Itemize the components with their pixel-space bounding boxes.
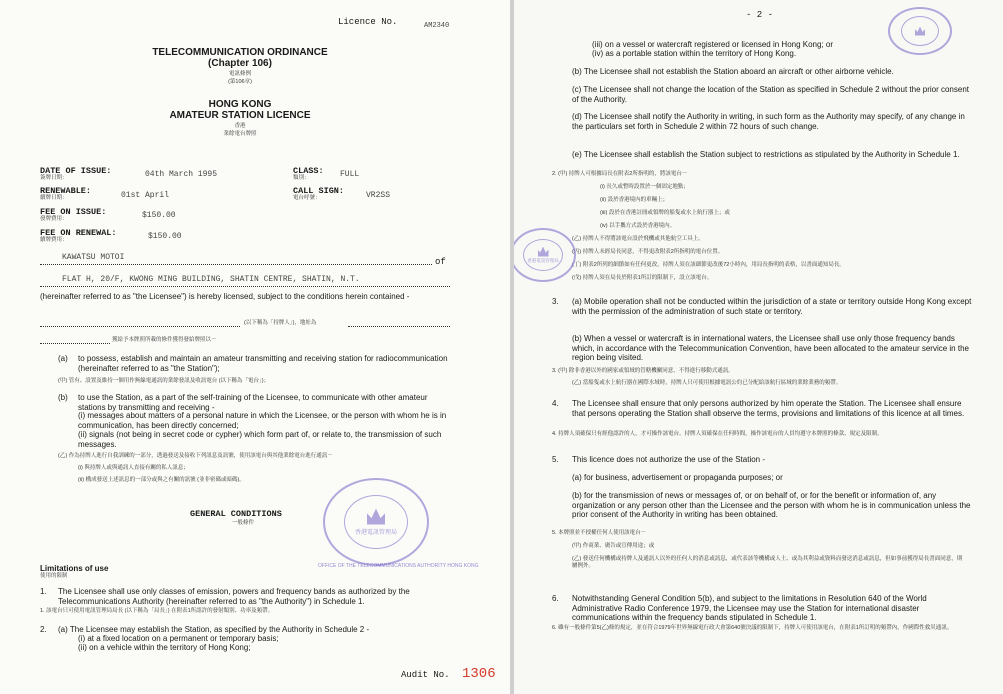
limitations-heading: Limitations of use: [40, 564, 109, 573]
crown-emblem-icon: [367, 509, 385, 525]
zh-line-1: [40, 326, 240, 327]
title-hong-kong-zh: 香港: [234, 123, 246, 129]
date-of-issue-label-zh: 簽牌日期：: [40, 175, 68, 181]
zh-line-3: [40, 343, 110, 344]
cond-2-zh-i: (i) 長久或暫時設置於一個固定地點；: [600, 184, 689, 190]
cond-2b: (b) The Licensee shall not establish the Station aboard an aircraft or other airborne vehicle.: [572, 67, 894, 76]
of-label: of: [435, 257, 446, 267]
stamp-text-zh: 香港電訊管理局: [354, 529, 397, 536]
condition-1-text: The Licensee shall use only classes of emission, powers and frequency bands as authorized by the Telecommunications Authority (hereinafter referred to as "the Authority") in Schedule 1.: [58, 587, 410, 606]
cond-2-zh-d: (丁) 附表2所列的細節如有任何更改，持牌人須在該細節更改後72小時內，用局長指明的表格，以書面通知局長。: [572, 262, 845, 268]
licensee-address: FLAT H, 20/F, KWONG MING BUILDING, SHATIN CENTRE, SHATIN, N.T.: [62, 275, 360, 284]
cond-b-zh-ii: (ii) 構成發送上述訊息的一部分或與之有關的訊號 (並非密碼或暗碼)。: [78, 477, 245, 483]
condition-5-text: This licence does not authorize the use of the Station -: [572, 455, 766, 464]
audit-no-value: 1306: [462, 666, 496, 682]
fee-on-issue-label-zh: 發牌費用：: [40, 216, 68, 222]
call-sign-label-zh: 電台呼號：: [293, 195, 321, 201]
cond-2-zh-heading: 2. (甲) 持牌人可根據局長在附表2所指明的，將該電台－: [552, 171, 688, 177]
condition-4-zh: 4. 持牌人須確保只有經他認許的人，才可操作該電台。持牌人須確保在任何時間，操作該電台的人員均遵守本牌照的條款、規定及限制。: [552, 431, 883, 437]
address-line: [40, 286, 450, 287]
title-licence-zh: 業餘電台牌照: [223, 131, 257, 137]
licence-no-value: AM2340: [424, 22, 450, 30]
cond-2-zh-c: (丙) 持牌人未經局長同意，不得更改附表2所指明的電台位置。: [572, 249, 724, 255]
cond-2-zh-e: (戊) 持牌人須在局長於附表1所訂的限制下，設立該電台。: [572, 275, 713, 281]
condition-1-number: 1.: [40, 587, 47, 596]
cond-b-zh: (乙) 作為持牌人進行自我訓練的一部分，透過發送及接收下列訊息及訊號，使用該電台與其他業餘電台進行通訊－: [58, 453, 333, 459]
fee-on-issue-value: $150.00: [142, 211, 176, 220]
cond-2-zh-iv: (iv) 以手攜方式設於香港境內。: [600, 223, 676, 229]
renewable-label-zh: 續牌日期：: [40, 195, 68, 201]
cond-2-zh-b: (乙) 持牌人不得將該電台設於飛機或其他航空工具上。: [572, 236, 704, 242]
official-stamp: [323, 478, 429, 566]
cond-b-i: (i) messages about matters of a personal nature in which the Licensee, or the person with whom he is in communication, has been directly concerned;: [78, 411, 447, 430]
date-of-issue-label: DATE OF ISSUE:: [40, 166, 112, 176]
hereinafter-text: (hereinafter referred to as "the Licensee") is hereby licensed, subject to the conditions herein contained -: [40, 292, 410, 301]
zh-line-2: [348, 326, 450, 327]
stamp-side-text-zh: 香港電訊管理局: [527, 257, 559, 263]
cond-2-zh-iii: (iii) 設於在香港註冊或領牌的船隻或水上航行器上；或: [600, 210, 730, 216]
call-sign-label: CALL SIGN:: [293, 186, 345, 196]
title-chapter: (Chapter 106): [208, 58, 272, 69]
title-ordinance-zh: 電訊條例: [228, 71, 251, 77]
class-value: FULL: [340, 170, 360, 179]
condition-4-number: 4.: [552, 399, 559, 408]
crown-emblem-icon: [915, 27, 925, 36]
condition-3b: (b) When a vessel or watercraft is in international waters, the Licensee shall use only those frequency bands which, in accordance with the Telecommunication Convention, have been allocated to the amateur service in the region being visited.: [572, 334, 969, 362]
cond-a-text: to possess, establish and maintain an amateur transmitting and receiving station for radiocommunication (hereinafter referred to as "the Station");: [78, 354, 448, 373]
crown-emblem-icon: [538, 247, 549, 257]
cond-2-zh-ii: (ii) 設於香港境內的車輛上；: [600, 197, 669, 203]
cond-b-zh-i: (i) 與持牌人或與通訊人直接有關的私人訊息；: [78, 465, 189, 471]
condition-4-text: The Licensee shall ensure that only persons authorized by him operate the Station. The Licensee shall ensure that persons operating the Station shall observe the terms, provisions and limitations of this licence at all times.: [572, 399, 965, 418]
page-number: - 2 -: [746, 10, 774, 20]
official-stamp-top: [888, 7, 952, 55]
audit-no-label: Audit No.: [401, 670, 450, 680]
condition-5b-zh: (乙) 發送任何機構或持牌人及通訊人以外的任何人的消息或訊息，或代表該等機構或人士、或為其利益或資料而發送消息或訊息，但如事前獲得局長書面同意，則屬例外。: [572, 556, 963, 569]
cond-b-text: to use the Station, as a part of the self-training of the Licensee, to communicate with other amateur stations by transmitting and receiving -: [78, 393, 428, 412]
class-label-zh: 類別：: [293, 175, 310, 181]
licence-page-2: [514, 0, 1003, 694]
title-hong-kong: HONG KONG: [208, 99, 272, 110]
condition-3-number: 3.: [552, 297, 559, 306]
cond-b-label: (b): [58, 393, 68, 402]
title-ordinance: TELECOMMUNICATION ORDINANCE: [152, 47, 328, 58]
condition-5b: (b) for the transmission of news or messages of, or on behalf of, or for the benefit or information of, any organization or any person other than the Licensee and the person with whom he is in communication unless the prior consent of the Authority in writing has been obtained.: [572, 491, 971, 519]
condition-3b-zh: (乙) 當船隻或水上航行器在國際水域時，持牌人只可使用根據電訊公約已分配給該航行區域的業餘業務的頻帶。: [572, 380, 842, 386]
condition-6-zh: 6. 雖有一般條件第5(乙)條的規定，並在符合1979年世界無線電行政大會第640號決議的限制下，持牌人可使用該電台，在附表1所訂明的頻帶內，作國際性救災通訊。: [552, 625, 953, 631]
cond-2d: (d) The Licensee shall notify the Authority in writing, in such form as the Authority may specify, of any change in the particulars set forth in Schedule 2 within 72 hours of such change.: [572, 112, 965, 131]
condition-2a-text: (a) The Licensee may establish the Station, as specified by the Authority in Schedule 2 -: [58, 625, 370, 634]
renewable-label: RENEWABLE:: [40, 186, 92, 196]
condition-5-zh: 5. 本牌照並不授權任何人使用該電台－: [552, 530, 647, 536]
condition-3a: (a) Mobile operation shall not be conducted within the jurisdiction of a state or territory outside Hong Kong except with the permission of the administration of such state or territory.: [572, 297, 972, 316]
condition-6-text: Notwithstanding General Condition 5(b), and subject to the limitations in Resolution 640 of the World Administrative Radio Conference 1979, the Licensee may use the Station for international disaster communications within the frequency bands stipulated in Schedule 1.: [572, 594, 927, 622]
fee-on-renewal-value: $150.00: [148, 232, 182, 241]
condition-2a-i: (i) at a fixed location on a permanent or temporary basis;: [78, 634, 279, 643]
licensee-name-line: [40, 264, 432, 265]
cond-a-zh: (甲) 管有、設置及維持一個用作無線電通訊的業餘發訊及收訊電台 (以下稱為「電台」)；: [58, 378, 270, 384]
cond-2c: (c) The Licensee shall not change the location of the Station as specified in Schedule 2 without the prior consent of the Authority.: [572, 85, 969, 104]
limitations-heading-zh: 使用的限制: [40, 573, 68, 579]
call-sign-value: VR2SS: [366, 191, 391, 200]
general-conditions-heading-zh: 一般條件: [232, 520, 255, 526]
licensee-name: KAWATSU MOTOI: [62, 253, 125, 262]
fee-on-renewal-label-zh: 續牌費用：: [40, 237, 68, 243]
date-of-issue-value: 04th March 1995: [145, 170, 218, 179]
stamp-text: OFFICE OF THE TELECOMMUNICATIONS AUTHORITY HONG KONG: [318, 563, 479, 569]
cond-2a-iii: (iii) on a vessel or watercraft registered or licensed in Hong Kong; or: [592, 40, 833, 49]
condition-5-number: 5.: [552, 455, 559, 464]
title-chapter-zh: (第106章): [228, 79, 252, 85]
renewable-value: 01st April: [121, 191, 170, 200]
condition-5a-zh: (甲) 作商業、廣告或宣傳用途；或: [572, 543, 655, 549]
condition-5a: (a) for business, advertisement or propaganda purposes; or: [572, 473, 783, 482]
fee-on-renewal-label: FEE ON RENEWAL:: [40, 228, 117, 238]
condition-2-number: 2.: [40, 625, 47, 634]
fee-on-issue-label: FEE ON ISSUE:: [40, 207, 107, 217]
licensed-zh: 獲給予本牌照所載的條件獲得發給牌照以－: [112, 337, 217, 343]
title-licence: AMATEUR STATION LICENCE: [169, 110, 311, 121]
official-stamp-side: [514, 228, 576, 282]
licence-no-label: Licence No.: [338, 17, 398, 27]
hereinafter-zh: (以下稱為「持牌人」)，地址為: [244, 320, 317, 326]
condition-2a-ii: (ii) on a vehicle within the territory of Hong Kong;: [78, 643, 251, 652]
condition-3a-zh: 3. (甲) 除非香港以外的國家或領域的管轄機關同意，不得進行移動式通訊。: [552, 368, 734, 374]
cond-b-ii: (ii) signals (not being in secret code or cypher) which form part of, or relate to, the transmission of such messages.: [78, 430, 442, 449]
class-label: CLASS:: [293, 166, 324, 176]
condition-6-number: 6.: [552, 594, 559, 603]
cond-2e: (e) The Licensee shall establish the Station subject to restrictions as stipulated by the Authority in Schedule 1.: [572, 150, 960, 159]
condition-1-zh: 1. 該電台只可使用電訊管理局局長 (以下稱為「局長」) 在附表1所認許的發射類別、功率及頻帶。: [40, 608, 274, 614]
cond-2a-iv: (iv) as a portable station within the territory of Hong Kong.: [592, 49, 797, 58]
general-conditions-heading: GENERAL CONDITIONS: [190, 509, 282, 519]
cond-a-label: (a): [58, 354, 68, 363]
